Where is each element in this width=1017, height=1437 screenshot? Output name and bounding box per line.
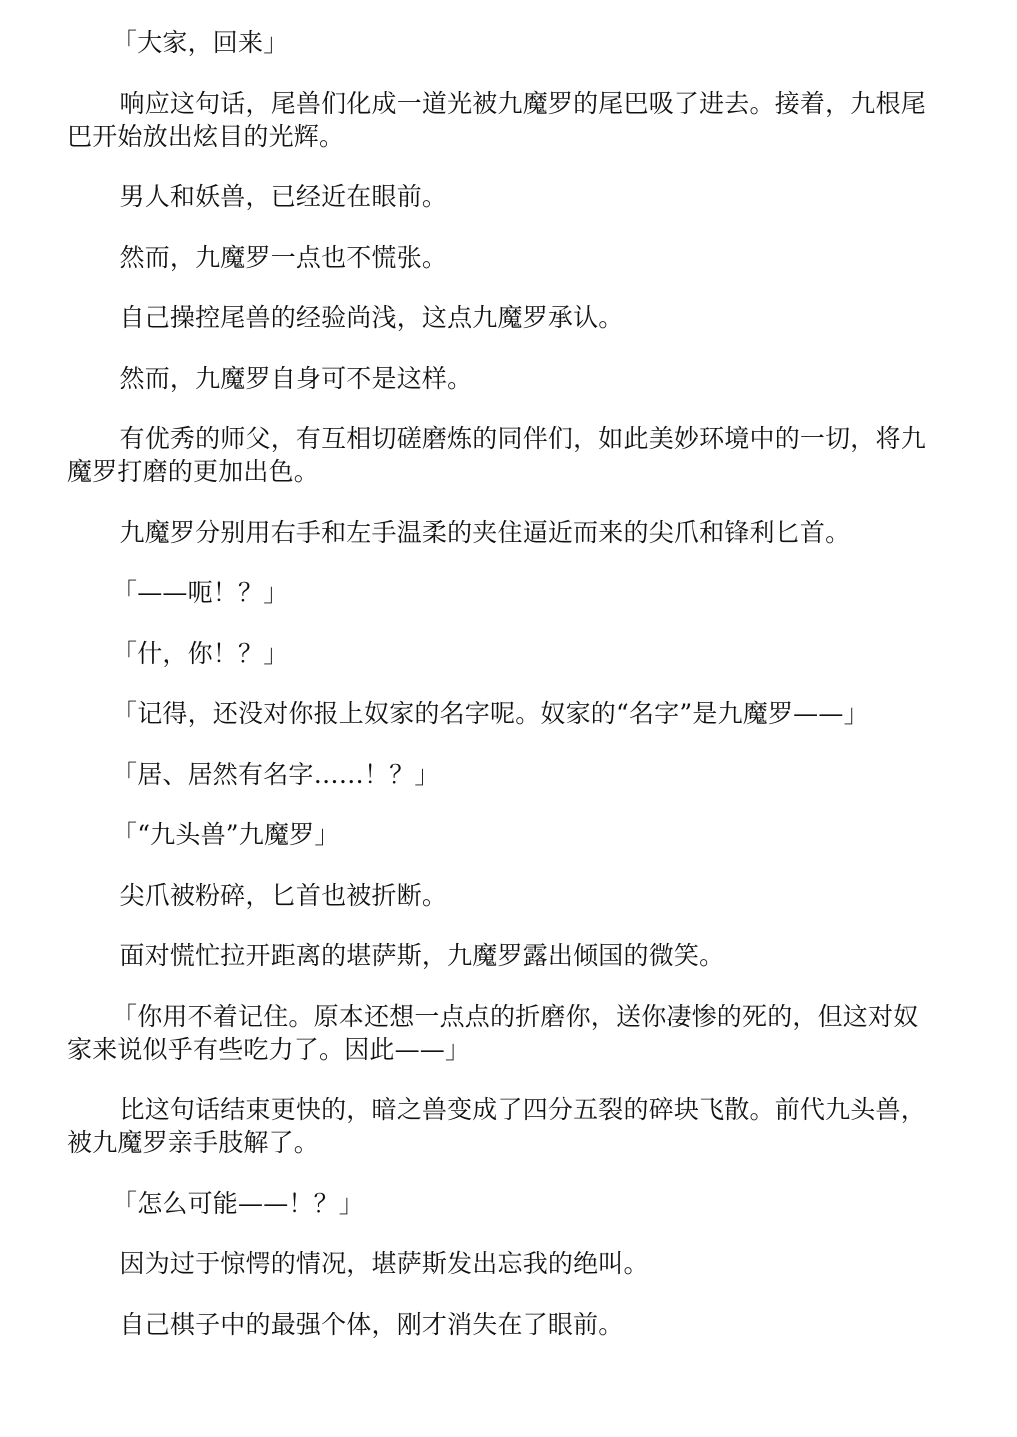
paragraph-narration: 自己操控尾兽的经验尚浅，这点九魔罗承认。 xyxy=(119,303,624,332)
paragraph-narration: 有优秀的师父，有互相切磋磨炼的同伴们，如此美妙环境中的一切，将九魔罗打磨的更加出色。 xyxy=(67,424,926,486)
paragraph-narration: 面对慌忙拉开距离的堪萨斯，九魔罗露出倾国的微笑。 xyxy=(119,941,725,970)
document-page xyxy=(67,26,929,1368)
paragraph-dialogue: 「记得，还没对你报上奴家的名字呢。奴家的“名字”是九魔罗——」 xyxy=(112,699,869,728)
paragraph-narration: 比这句话结束更快的，暗之兽变成了四分五裂的碎块飞散。前代九头兽，被九魔罗亲手肢解了。 xyxy=(67,1095,926,1157)
paragraph-dialogue: 「大家，回来」 xyxy=(112,28,289,57)
paragraph-narration: 九魔罗分别用右手和左手温柔的夹住逼近而来的尖爪和锋利匕首。 xyxy=(119,517,851,547)
paragraph-narration: 然而，九魔罗一点也不慌张。 xyxy=(119,242,448,272)
paragraph-dialogue: 「——呃！？」 xyxy=(112,578,289,607)
paragraph-narration: 尖爪被粉碎，匕首也被折断。 xyxy=(119,880,448,910)
paragraph-dialogue: 「什，你！？」 xyxy=(112,638,289,668)
paragraph-narration: 因为过于惊愕的情况，堪萨斯发出忘我的绝叫。 xyxy=(119,1249,649,1278)
paragraph-narration: 响应这句话，尾兽们化成一道光被九魔罗的尾巴吸了进去。接着，九根尾巴开始放出炫目的光辉。 xyxy=(67,88,926,151)
paragraph-narration: 自己棋子中的最强个体，刚才消失在了眼前。 xyxy=(119,1309,624,1339)
paragraph-narration: 男人和妖兽，已经近在眼前。 xyxy=(119,182,448,211)
paragraph-dialogue: 「“九头兽”九魔罗」 xyxy=(112,820,340,849)
paragraph-dialogue: 「居、居然有名字……！？」 xyxy=(112,759,440,789)
paragraph-dialogue: 「怎么可能——！？」 xyxy=(112,1188,365,1218)
paragraph-dialogue: 「你用不着记住。原本还想一点点的折磨你，送你凄惨的死的，但这对奴家来说似乎有些吃力了。因此——」 xyxy=(67,1001,919,1064)
paragraph-narration: 然而，九魔罗自身可不是这样。 xyxy=(119,363,473,393)
